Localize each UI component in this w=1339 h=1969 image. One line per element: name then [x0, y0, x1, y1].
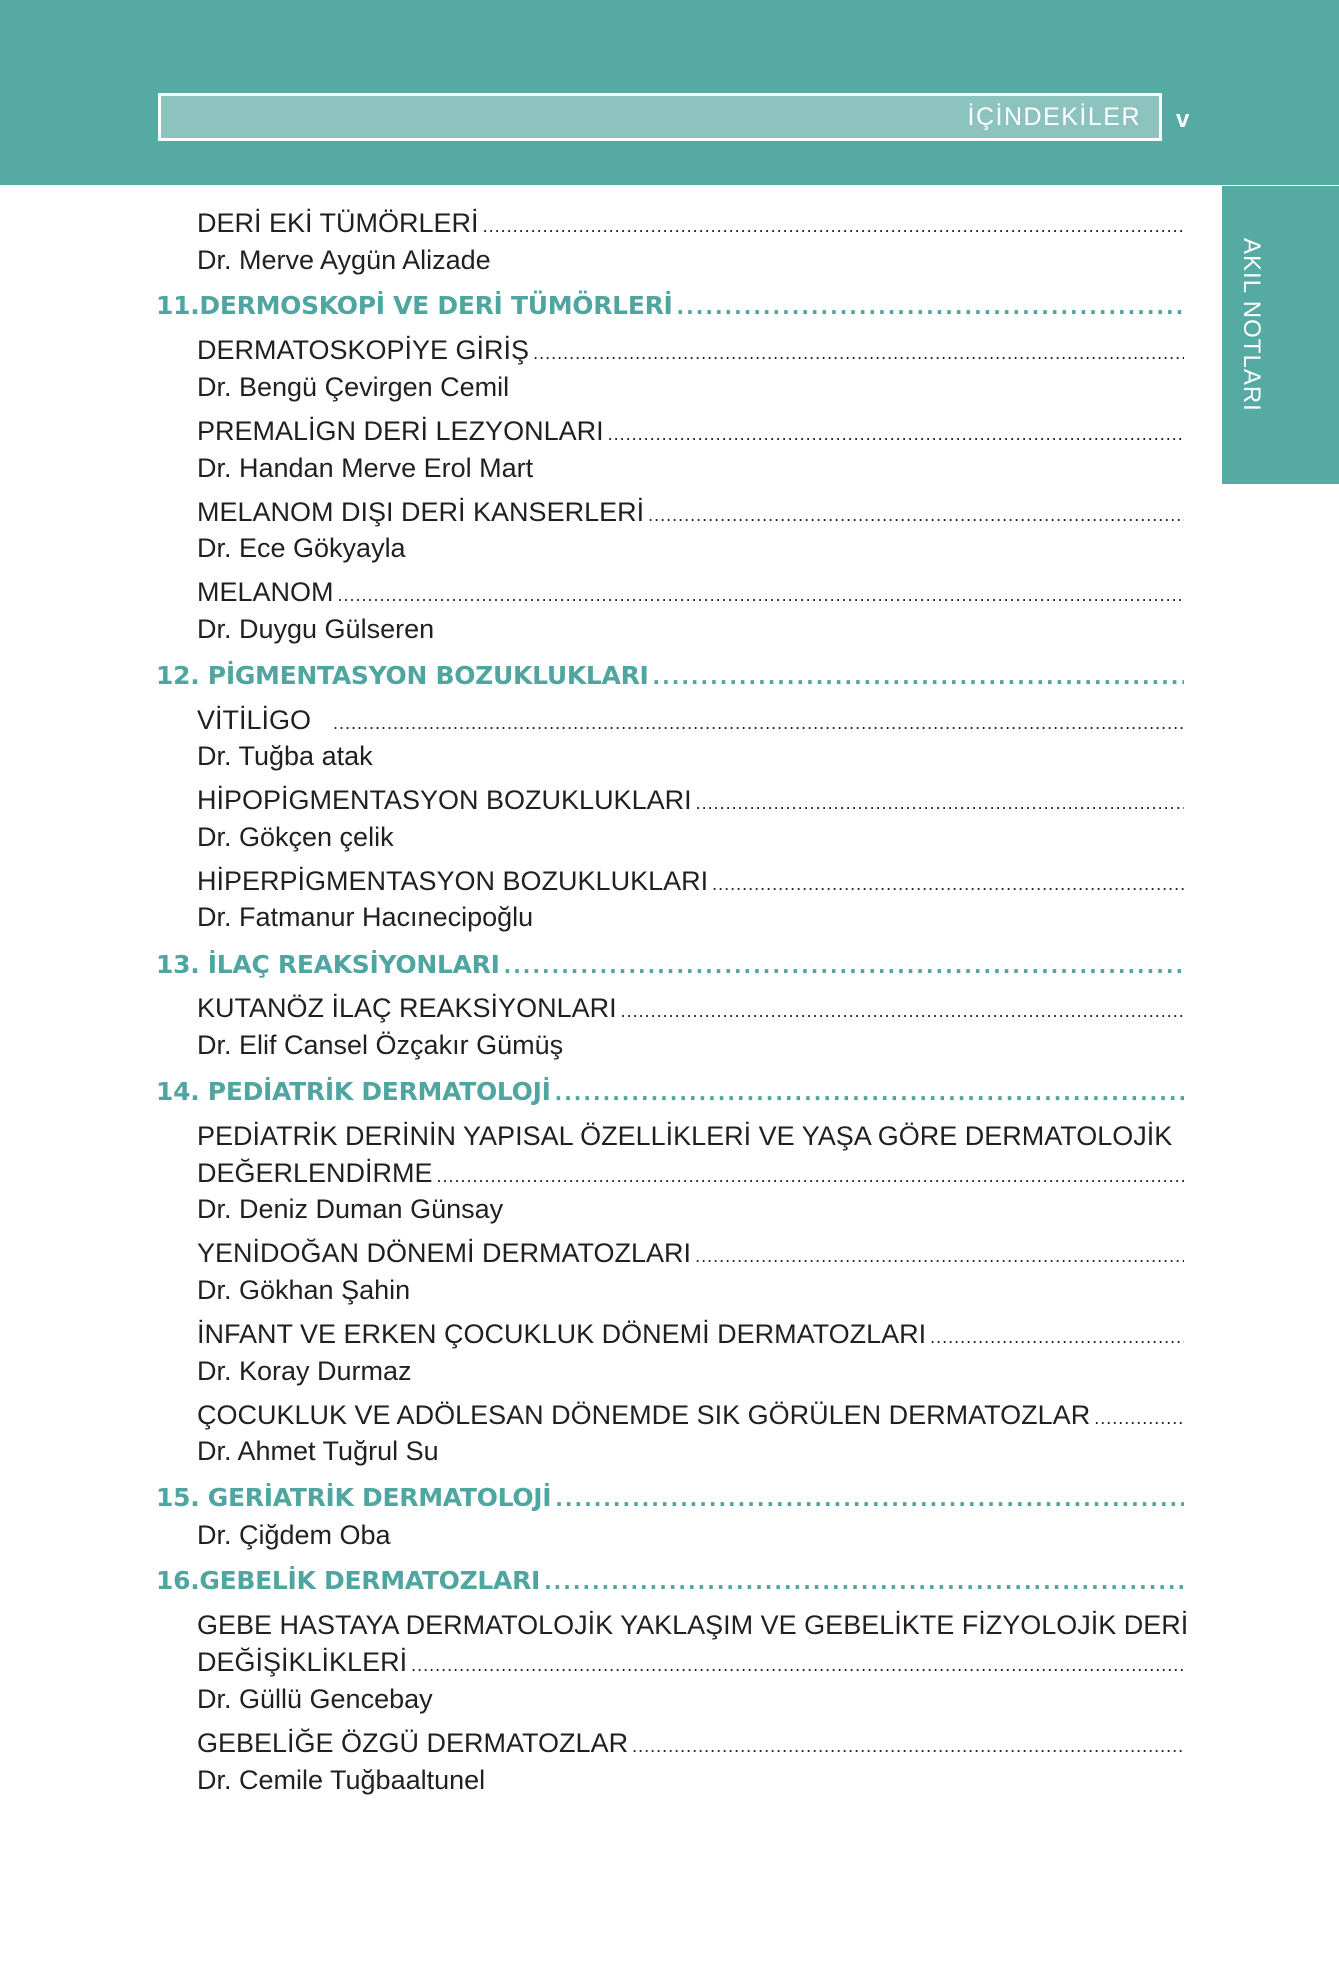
- toc-entry-title: İNFANT VE ERKEN ÇOCUKLUK DÖNEMİ DERMATOZLARI: [197, 1319, 927, 1349]
- toc-entry[interactable]: [197, 1726, 1184, 1763]
- toc-entry-title-line[interactable]: PEDİATRİK DERİNİN YAPISAL ÖZELLİKLERİ VE YAŞA GÖRE DERMATOLOJİK: [197, 1121, 1173, 1151]
- toc-entry[interactable]: [197, 333, 1184, 370]
- toc-entry-author: Dr. Güllü Gencebay: [197, 1684, 433, 1714]
- toc-entry-title: YENİDOĞAN DÖNEMİ DERMATOZLARI: [197, 1238, 692, 1268]
- toc-entry-author: Dr. Ahmet Tuğrul Su: [197, 1436, 439, 1466]
- toc-entry-author: Dr. Handan Merve Erol Mart: [197, 453, 534, 483]
- dot-leader: [653, 660, 1184, 694]
- toc-entry-author: Dr. Merve Aygün Alizade: [197, 245, 491, 275]
- toc-entry-author: Dr. Gökhan Şahin: [197, 1275, 411, 1305]
- toc-entry-author: Dr. Çiğdem Oba: [197, 1520, 391, 1550]
- toc-entry-author: Dr. Ece Gökyayla: [197, 533, 406, 563]
- toc-entry[interactable]: [197, 1156, 1184, 1193]
- toc-entry-author: Dr. Fatmanur Hacınecipoğlu: [197, 902, 534, 932]
- toc-entry-title: DEĞİŞİKLİKLERİ: [197, 1647, 408, 1677]
- toc-entry[interactable]: [197, 1398, 1184, 1435]
- toc-chapter[interactable]: [156, 289, 1184, 324]
- toc-entry-title: MELANOM DIŞI DERİ KANSERLERİ: [197, 497, 645, 527]
- toc-entry[interactable]: [197, 575, 1184, 612]
- dot-leader: [338, 578, 1184, 612]
- toc-entry-author: Dr. Duygu Gülseren: [197, 614, 435, 644]
- toc-entry-title: PREMALİGN DERİ LEZYONLARI: [197, 416, 604, 446]
- dot-leader: [504, 949, 1184, 983]
- toc-entry[interactable]: [197, 1236, 1184, 1273]
- side-tab-label: AKIL NOTLARI: [1238, 238, 1265, 412]
- toc-entry[interactable]: [197, 991, 1184, 1028]
- dot-leader: [677, 290, 1184, 324]
- toc-entry-author: Dr. Tuğba atak: [197, 741, 373, 771]
- toc-chapter-title: 16.GEBELİK DERMATOZLARI: [156, 1566, 541, 1595]
- toc-entry[interactable]: [197, 1317, 1184, 1354]
- toc-entry[interactable]: [197, 1645, 1184, 1682]
- dot-leader: [483, 209, 1184, 243]
- dot-leader: [648, 498, 1184, 532]
- toc-chapter[interactable]: [156, 1075, 1184, 1110]
- toc-entry-author: Dr. Elif Cansel Özçakır Gümüş: [197, 1030, 564, 1060]
- dot-leader: [411, 1648, 1184, 1682]
- toc-entry-title: ÇOCUKLUK VE ADÖLESAN DÖNEMDE SIK GÖRÜLEN DERMATOZLAR: [197, 1400, 1091, 1430]
- dot-leader: [437, 1159, 1184, 1193]
- toc-entry-author: Dr. Cemile Tuğbaaltunel: [197, 1765, 486, 1795]
- toc-entry-title: DERİ EKİ TÜMÖRLERİ: [197, 208, 479, 238]
- dot-leader: [930, 1320, 1184, 1354]
- toc-entry-title: KUTANÖZ İLAÇ REAKSİYONLARI: [197, 993, 617, 1023]
- toc-chapter-title: 12. PİGMENTASYON BOZUKLUKLARI: [156, 661, 649, 690]
- toc-chapter[interactable]: [156, 1481, 1184, 1516]
- toc-chapter-title: 15. GERİATRİK DERMATOLOJİ: [156, 1483, 552, 1512]
- toc-entry-title: HİPERPİGMENTASYON BOZUKLUKLARI: [197, 866, 709, 896]
- running-header-title: İÇİNDEKİLER: [967, 103, 1141, 131]
- dot-leader: [544, 1565, 1184, 1599]
- toc-entry[interactable]: [197, 783, 1184, 820]
- toc-chapter-title: 11.DERMOSKOPİ VE DERİ TÜMÖRLERİ: [156, 291, 673, 320]
- dot-leader: [621, 994, 1184, 1028]
- dot-leader: [608, 417, 1184, 451]
- toc-entry[interactable]: [197, 495, 1184, 532]
- toc-entry-title: GEBELİĞE ÖZGÜ DERMATOZLAR: [197, 1728, 629, 1758]
- dot-leader: [1094, 1401, 1184, 1435]
- dot-leader: [696, 786, 1184, 820]
- toc-entry-title: DEĞERLENDİRME: [197, 1158, 433, 1188]
- dot-leader: [533, 336, 1184, 370]
- toc-entry-author: Dr. Gökçen çelik: [197, 822, 394, 852]
- dot-leader: [555, 1076, 1184, 1110]
- toc-chapter-title: 13. İLAÇ REAKSİYONLARI: [156, 950, 500, 979]
- toc-entry[interactable]: [197, 703, 1184, 740]
- dot-leader: [555, 1482, 1184, 1516]
- toc-entry[interactable]: [197, 864, 1184, 901]
- toc-chapter-title: 14. PEDİATRİK DERMATOLOJİ: [156, 1077, 551, 1106]
- toc-entry-title-line[interactable]: GEBE HASTAYA DERMATOLOJİK YAKLAŞIM VE GEBELİKTE FİZYOLOJİK DERİ: [197, 1610, 1189, 1640]
- dot-leader: [632, 1729, 1184, 1763]
- toc-entry-author: Dr. Bengü Çevirgen Cemil: [197, 372, 510, 402]
- toc-entry-title: DERMATOSKOPİYE GİRİŞ: [197, 335, 530, 365]
- dot-leader: [695, 1239, 1184, 1273]
- toc-chapter[interactable]: [156, 1564, 1184, 1599]
- toc-chapter[interactable]: [156, 659, 1184, 694]
- page-number: v: [1176, 106, 1190, 133]
- toc-entry-title: MELANOM: [197, 577, 334, 607]
- toc-chapter[interactable]: [156, 948, 1184, 983]
- toc-entry-title: HİPOPİGMENTASYON BOZUKLUKLARI: [197, 785, 692, 815]
- toc-entry-author: Dr. Deniz Duman Günsay: [197, 1194, 504, 1224]
- toc-entry[interactable]: [197, 414, 1184, 451]
- toc-entry[interactable]: [197, 206, 1184, 243]
- toc-entry-author: Dr. Koray Durmaz: [197, 1356, 412, 1386]
- dot-leader: [333, 706, 1184, 740]
- dot-leader: [712, 867, 1184, 901]
- toc-entry-title: VİTİLİGO: [197, 705, 312, 735]
